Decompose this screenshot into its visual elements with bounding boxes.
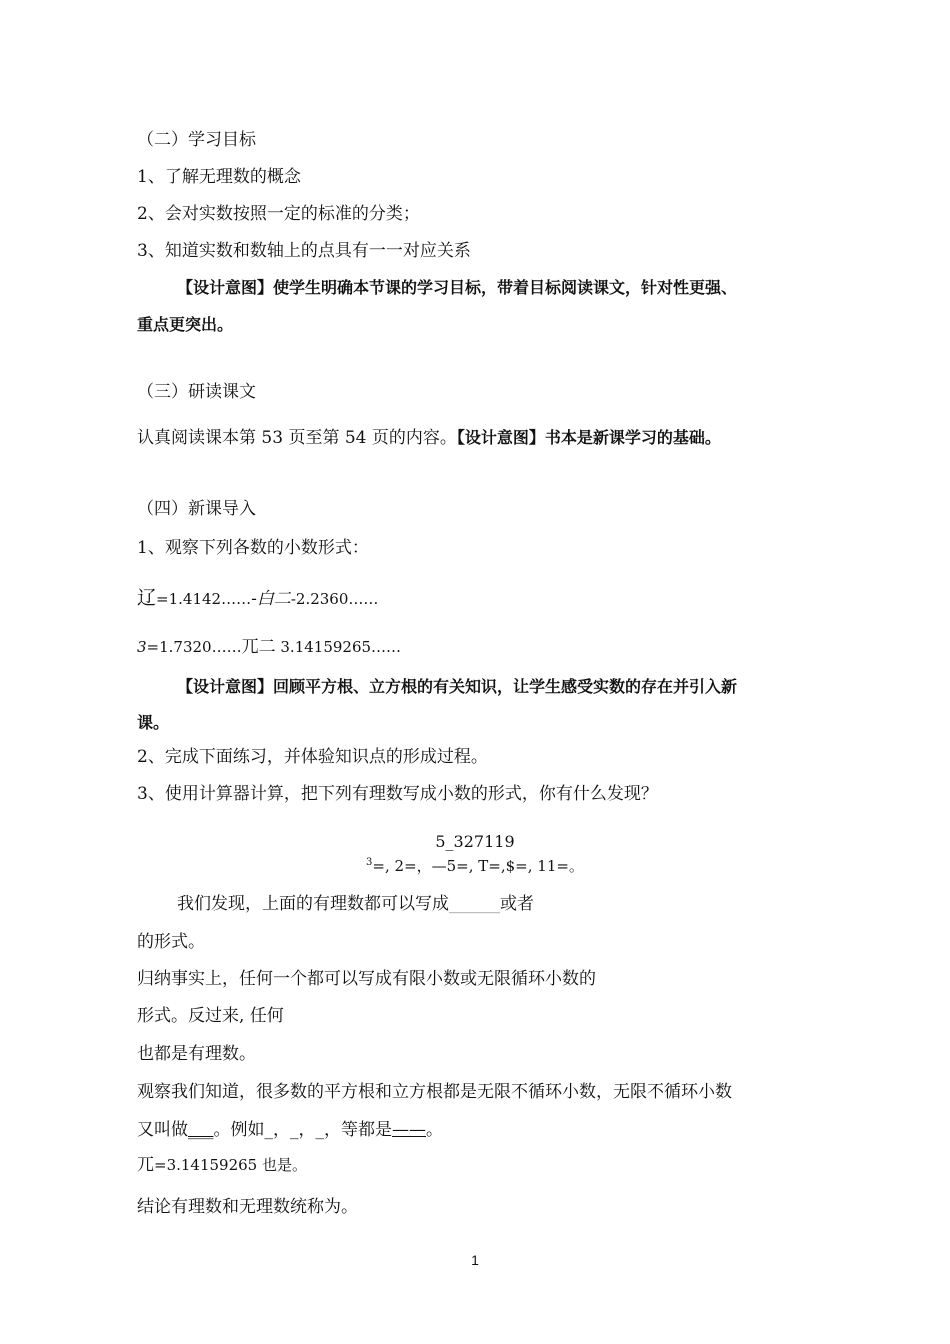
form-reverse-line: 形式。反过来, 任何 (137, 1006, 284, 1026)
objective-item-1: 1、了解无理数的概念 (137, 167, 301, 187)
reading-text: 认真阅读课本第 53 页至第 54 页的内容。 (137, 428, 457, 448)
section2-heading: （二）学习目标 (137, 130, 256, 150)
discover-line (177, 892, 534, 916)
form-line: 的形式。 (137, 932, 205, 952)
observe-irrational-line: 观察我们知道，很多数的平方根和立方根都是无限不循环小数，无限不循环小数 (137, 1082, 732, 1102)
design-intent-4-line1: 【设计意图】回顾平方根、立方根的有关知识，让学生感受实数的存在并引入新 (177, 677, 738, 696)
design-intent-2-line2: 重点更突出。 (137, 315, 234, 334)
formula-line-1 (137, 586, 378, 611)
called-text: 又叫做 (137, 1120, 188, 1140)
formula2-value2: 3.14159265…… (275, 638, 402, 656)
pi-value: =3.14159265 也是。 (154, 1156, 307, 1174)
calculator-item: 3、使用计算器计算，把下列有理数写成小数的形式，你有什么发现？ (137, 784, 658, 804)
called-blank2: —— (392, 1120, 426, 1140)
conclusion-line: 结论有理数和无理数统称为。 (137, 1197, 358, 1217)
called-blank: ___ (188, 1120, 214, 1140)
formula2-pi: 兀二 (241, 637, 276, 657)
design-intent-3: 【设计意图】书本是新课学习的基础。 (456, 428, 721, 447)
discover-blank: ______ (449, 894, 500, 914)
called-line (137, 1118, 443, 1142)
section4-heading: （四）新课导入 (137, 499, 256, 519)
fraction-numerators: 5_327119 (435, 832, 515, 851)
reading-line (137, 426, 721, 450)
induct-line: 归纳事实上，任何一个都可以写成有限小数或无限循环小数的 (137, 969, 596, 989)
design-intent-2-line1: 【设计意图】使学生明确本节课的学习目标，带着目标阅读课文，针对性更强、 (177, 278, 738, 297)
fraction-values: =, 2=，—5=, T=,$=, 11=。 (372, 857, 584, 875)
fraction-sup: 3 (366, 857, 373, 868)
fraction-denominators (0, 853, 950, 876)
objective-item-2: 2、会对实数按照一定的标准的分类； (137, 204, 420, 224)
design-intent-4-line2: 课。 (137, 713, 170, 732)
objective-item-3: 3、知道实数和数轴上的点具有一一对应关系 (137, 241, 471, 261)
observe-item: 1、观察下列各数的小数形式： (137, 538, 369, 558)
formula1-symbol2: 白二 (256, 589, 291, 609)
section3-heading: （三）研读课文 (137, 382, 256, 402)
formula2-value: =1.7320…… (146, 638, 242, 656)
page-number: 1 (471, 1252, 479, 1268)
discover-or: 或者 (500, 894, 534, 914)
discover-text: 我们发现，上面的有理数都可以写成 (177, 894, 449, 914)
also-rational-line: 也都是有理数。 (137, 1044, 256, 1064)
formula-line-2 (137, 635, 401, 659)
formula1-value2: -2.2360…… (290, 590, 379, 608)
formula1-dash: - (251, 589, 257, 609)
called-examples: 。例如_，_，_，等都是 (213, 1120, 392, 1140)
called-end: 。 (426, 1120, 443, 1140)
pi-symbol: 兀 (137, 1155, 154, 1175)
formula1-symbol: 辽 (137, 587, 157, 609)
formula2-symbol: 3 (137, 638, 147, 656)
pi-line (137, 1153, 307, 1177)
formula1-value: =1.4142…… (156, 590, 252, 608)
practice-item: 2、完成下面练习，并体验知识点的形成过程。 (137, 747, 488, 767)
